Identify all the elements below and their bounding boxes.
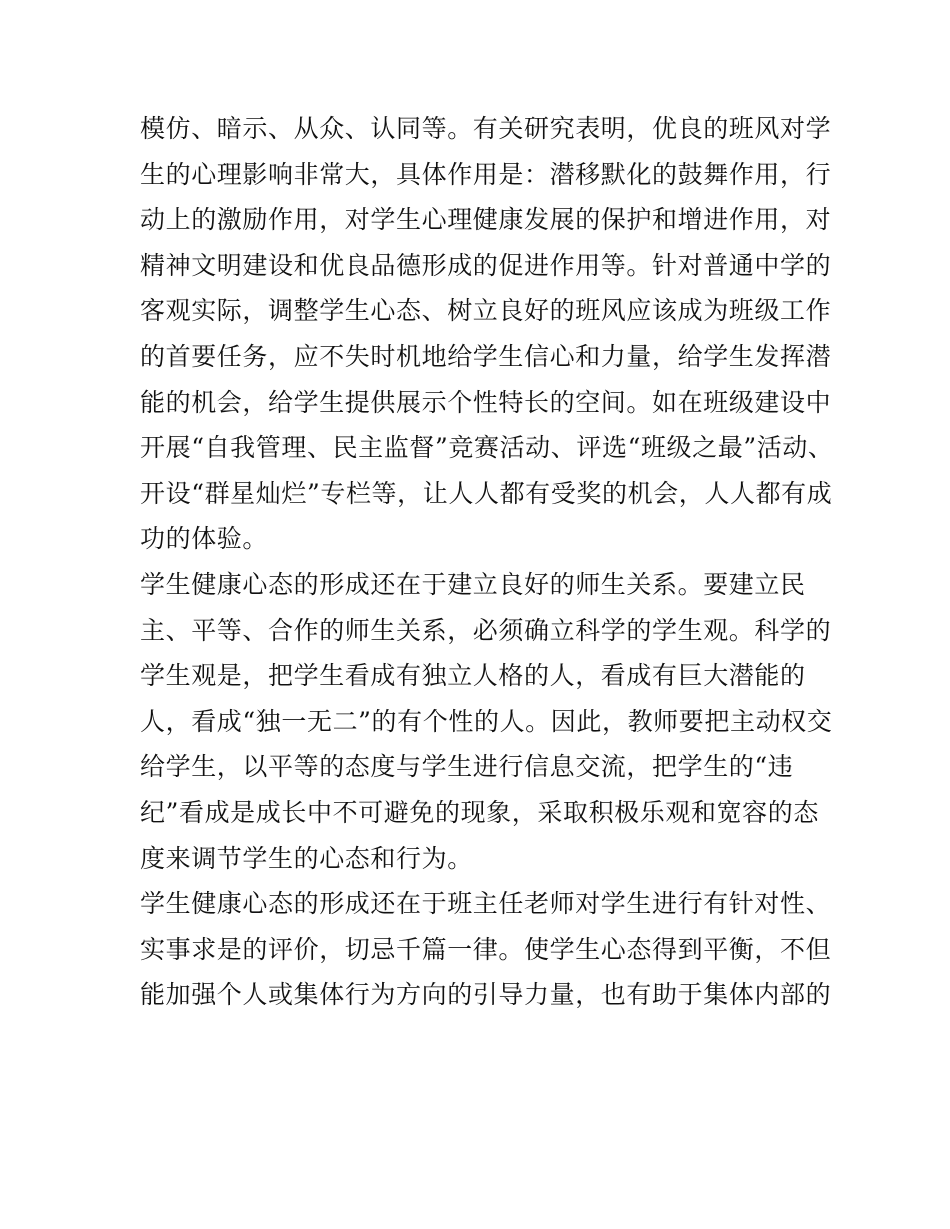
text-line: 学生健康心态的形成还在于建立良好的师生关系。要建立民 xyxy=(140,569,806,599)
paragraph-evaluation xyxy=(140,881,832,1018)
text-line: 纪”看成是成长中不可避免的现象，采取积极乐观和宽容的态 xyxy=(140,797,819,827)
text-line: 给学生，以平等的态度与学生进行信息交流，把学生的“违 xyxy=(140,752,794,782)
text-line: 精神文明建设和优良品德形成的促进作用等。针对普通中学的 xyxy=(140,250,832,280)
text-line: 学生健康心态的形成还在于班主任老师对学生进行有针对性、 xyxy=(140,889,832,919)
text-line: 主、平等、合作的师生关系，必须确立科学的学生观。科学的 xyxy=(140,615,832,645)
text-line: 模仿、暗示、从众、认同等。有关研究表明，优良的班风对学 xyxy=(140,114,832,143)
text-line: 功的体验。 xyxy=(140,524,269,554)
text-line: 生的心理影响非常大，具体作用是：潜移默化的鼓舞作用，行 xyxy=(140,159,832,189)
text-line: 开设“群星灿烂”专栏等，让人人都有受奖的机会，人人都有成 xyxy=(140,478,833,508)
text-line: 动上的激励作用，对学生心理健康发展的保护和增进作用，对 xyxy=(140,205,832,235)
text-line: 客观实际，调整学生心态、树立良好的班风应该成为班级工作 xyxy=(140,296,832,326)
text-line: 度来调节学生的心态和行为。 xyxy=(140,843,473,873)
text-line: 能的机会，给学生提供展示个性特长的空间。如在班级建设中 xyxy=(140,387,832,417)
text-line: 人，看成“独一无二”的有个性的人。因此，教师要把主动权交 xyxy=(140,706,833,736)
text-line: 能加强个人或集体行为方向的引导力量，也有助于集体内部的 xyxy=(140,980,832,1010)
body-text xyxy=(140,106,834,1018)
paragraph-teacher-student-relationship xyxy=(140,562,833,881)
text-line: 实事求是的评价，切忌千篇一律。使学生心态得到平衡，不但 xyxy=(140,934,832,964)
paragraph-class-spirit xyxy=(140,106,834,562)
text-line: 开展“自我管理、民主监督”竞赛活动、评选“班级之最”活动、 xyxy=(140,433,834,463)
text-line: 学生观是，把学生看成有独立人格的人，看成有巨大潜能的 xyxy=(140,661,806,691)
text-line: 的首要任务，应不失时机地给学生信心和力量，给学生发挥潜 xyxy=(140,341,832,371)
